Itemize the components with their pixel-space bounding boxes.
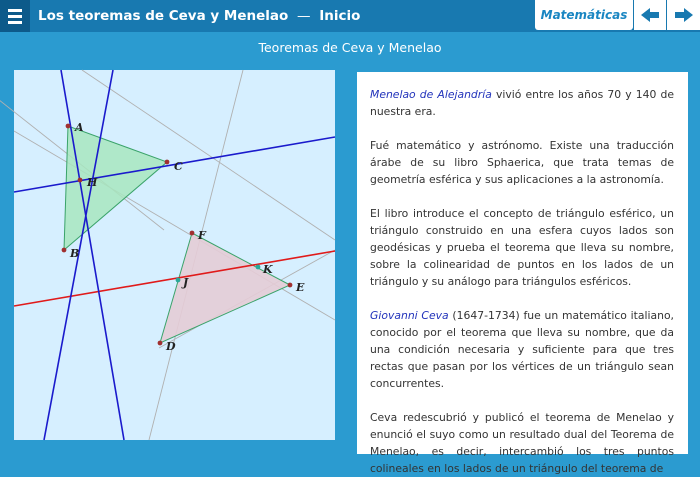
subject-tab[interactable] [535, 0, 633, 30]
paragraph-menelao-book: El libro introduce el concepto de triángulo esférico, un triángulo construido en una esfera cuyos lados son geodésicas y prueba el teorema que lleva su nombre, sobre la colinearidad de puntos en los lados de un triángulo y su análogo para triángulos esféricos. [370, 207, 674, 288]
triangle-def [160, 233, 290, 343]
next-button[interactable] [667, 0, 700, 30]
paragraph-text: (1647-1734) fue un matemático italiano, conocido por el teorema que lleva su nombre, que da una condición necesaria y suficiente para que tres rectas que pasan por los vértices de un triángulo sean concurrentes. [370, 309, 674, 390]
top-bar [0, 0, 700, 32]
label-f: F [198, 229, 206, 242]
title-text: Los teoremas de Ceva y Menelao [38, 8, 289, 24]
text-panel [357, 72, 688, 475]
previous-button[interactable] [634, 0, 666, 30]
label-b: B [70, 247, 80, 260]
subject-label: Matemáticas [540, 8, 628, 22]
title-separator: — [297, 8, 311, 24]
app-title [38, 0, 360, 32]
label-c: C [174, 160, 183, 173]
point-d[interactable] [158, 341, 163, 346]
arrow-right-icon [674, 7, 694, 23]
point-a[interactable] [66, 124, 71, 129]
label-j: J [183, 276, 189, 289]
label-e: E [296, 281, 305, 294]
page-title: Teoremas de Ceva y Menelao [258, 40, 442, 55]
title-subtitle: Inicio [319, 8, 361, 24]
paragraph-menelao-work: Fué matemático y astrónomo. Existe una traducción árabe de su libro Sphaerica, que trata temas de geometría esférica y sus aplicaciones a la astronomía. [370, 139, 674, 186]
label-k: K [263, 263, 273, 276]
point-h[interactable] [78, 178, 83, 183]
paragraph-ceva-intro [370, 307, 674, 392]
ceva-link[interactable]: Giovanni Ceva [370, 309, 449, 322]
paragraph-ceva-work: Ceva redescubrió y publicó el teorema de Menelao y enunció el suyo como un resultado dual del Teorema de Menelao, es decir, intercambió los tres puntos colineales en los lados de un triángulo del teorema de [370, 411, 674, 475]
geometry-canvas [14, 70, 335, 440]
point-e[interactable] [288, 283, 293, 288]
triangle-abc [64, 126, 167, 250]
point-c[interactable] [165, 160, 170, 165]
label-d: D [166, 340, 176, 353]
menelao-link[interactable]: Menelao de Alejandría [370, 88, 492, 101]
paragraph-menelao-intro [370, 86, 674, 120]
point-k[interactable] [256, 265, 261, 270]
point-j[interactable] [176, 278, 181, 283]
arrow-left-icon [640, 7, 660, 23]
menu-icon[interactable] [0, 0, 30, 32]
geometry-figure[interactable] [14, 70, 335, 440]
point-f[interactable] [190, 231, 195, 236]
paragraph-text: vivió entre los años 70 y 140 de nuestra era. [370, 88, 674, 118]
label-a: A [75, 121, 84, 134]
label-h: H [87, 176, 98, 189]
point-b[interactable] [62, 248, 67, 253]
